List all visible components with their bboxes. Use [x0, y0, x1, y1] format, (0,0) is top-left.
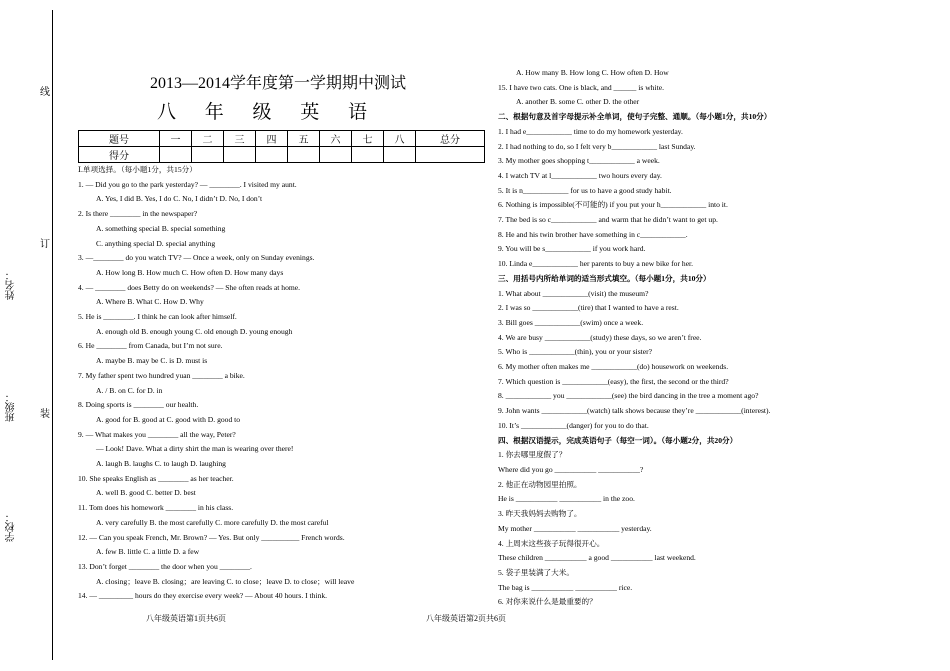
margin-mark: 订: [40, 239, 50, 250]
score-cell: 四: [256, 131, 288, 147]
question-line: 6. 对你来说什么是最重要的？: [498, 597, 597, 607]
score-cell: 三: [224, 131, 256, 147]
question-line: 5. 袋子里装满了大米。: [498, 567, 574, 577]
question-line: 1. I had e____________ time to do my homework yesterday.: [498, 126, 683, 136]
name-label: 姓名：: [6, 270, 17, 300]
question-line: 6. He ________ from Canada, but I’m not sure.: [78, 341, 223, 351]
exam-subtitle: 八 年 级 英 语: [156, 102, 379, 123]
question-line: 8. He and his twin brother have something in c____________.: [498, 229, 688, 239]
question-line: 7. Which question is ____________(easy), the first, the second or the third?: [498, 376, 729, 386]
question-line: 8. ____________ you ____________(see) the bird dancing in the tree a moment ago?: [498, 391, 759, 401]
score-input[interactable]: [160, 147, 192, 163]
score-input[interactable]: [192, 147, 224, 163]
score-cell: 六: [320, 131, 352, 147]
question-line: 1. What about ____________(visit) the museum?: [498, 288, 649, 298]
answer-options: A. good for B. good at C. good with D. good to: [96, 414, 241, 424]
score-input[interactable]: [224, 147, 256, 163]
question-line: 4. I watch TV at l____________ two hours every day.: [498, 170, 662, 180]
question-line: 1. 你去哪里度假了？: [498, 450, 567, 460]
score-header-row: [79, 131, 485, 147]
question-line: 5. He is ________. I think he can look after himself.: [78, 312, 237, 322]
question-line: 10. It’s ____________(danger) for you to do that.: [498, 420, 649, 430]
section-heading: 三、用括号内所给单词的适当形式填空。（每小题1分，共10分）: [498, 273, 711, 283]
answer-options: A. another B. some C. other D. the other: [516, 97, 640, 107]
answer-options: A. maybe B. may be C. is D. must is: [96, 356, 208, 366]
question-line: 10. She speaks English as ________ as her teacher.: [78, 473, 234, 483]
answer-options: A. / B. on C. for D. in: [96, 385, 163, 395]
question-line: 12. — Can you speak French, Mr. Brown? — Yes. But only __________ French words.: [78, 532, 345, 542]
answer-options: A. something special B. special something: [96, 223, 226, 233]
question-line: 9. John wants ____________(watch) talk shows because they’re ____________(interest).: [498, 406, 771, 416]
answer-options: A. How many B. How long C. How often D. How: [516, 68, 669, 77]
score-cell: 总分: [416, 131, 485, 147]
answer-options: A. very carefully B. the most carefully C. more carefully D. the most careful: [96, 517, 329, 527]
right-questions: [498, 66, 928, 610]
question-line: 10. Linda e____________ her parents to buy a new bike for her.: [498, 259, 694, 269]
question-line: 5. Who is ____________(thin), you or your sister?: [498, 347, 653, 357]
question-line: 11. Tom does his homework ________ in his class.: [78, 503, 234, 513]
score-input[interactable]: [352, 147, 384, 163]
section-heading: 四、根据汉语提示，完成英语句子（每空一词）。（每小题2分，共20分）: [498, 435, 738, 445]
question-line: 6. My mother often makes me ____________(do) housework on weekends.: [498, 362, 729, 372]
answer-options: — Look! Dave. What a dirty shirt the man is wearing over there!: [96, 444, 294, 454]
answer-options: A. enough old B. enough young C. old enough D. young enough: [96, 326, 293, 336]
question-line: 2. 他正在动物园里拍照。: [498, 479, 582, 489]
question-line: Ⅰ.单项选择。（每小题1分，共15分）: [78, 165, 197, 174]
margin-mark: 线: [40, 87, 50, 98]
answer-options: A. Yes, I did B. Yes, I do C. No, I didn’t D. No, I don’t: [96, 194, 263, 204]
question-line: 3. —________ do you watch TV? — Once a week, only on Sunday evenings.: [78, 253, 315, 263]
question-line: 15. I have two cats. One is black, and ______ is white.: [498, 82, 664, 92]
page-footer-left: 八年级英语第1页共6页: [146, 614, 226, 623]
question-line: 1. — Did you go to the park yesterday? — ________. I visited my aunt.: [78, 179, 297, 189]
school-label: 学校：: [6, 512, 17, 542]
score-cell: 八: [384, 131, 416, 147]
question-line: 5. It is n____________ for us to have a good study habit.: [498, 185, 672, 195]
question-line: 4. We are busy ____________(study) these days, so we aren’t free.: [498, 332, 702, 342]
score-input[interactable]: [256, 147, 288, 163]
question-line: 2. Is there ________ in the newspaper?: [78, 209, 198, 219]
question-line: Where did you go ___________ ___________?: [498, 464, 644, 474]
question-line: 13. Don’t forget ________ the door when you ________.: [78, 561, 252, 571]
score-table: [78, 130, 485, 163]
score-input[interactable]: [288, 147, 320, 163]
question-line: 6. Nothing is impossible(不可能的) if you put your h____________ into it.: [498, 200, 728, 210]
answer-options: C. anything special D. special anything: [96, 238, 216, 248]
score-input[interactable]: [384, 147, 416, 163]
class-label: 班级：: [6, 392, 17, 422]
answer-options: A. closing；leave B. closing；are leaving C. to close；leave D. to close；will leave: [96, 576, 355, 586]
question-line: 4. 上周末这些孩子玩得很开心。: [498, 538, 605, 548]
answer-options: A. Where B. What C. How D. Why: [96, 297, 204, 307]
question-line: He is ___________ ___________ in the zoo.: [498, 494, 635, 504]
section-heading: 二、根据句意及首字母提示补全单词，使句子完整、通顺。（每小题1分，共10分）: [498, 112, 772, 122]
question-line: 4. — ________ does Betty do on weekends? — She often reads at home.: [78, 282, 301, 292]
left-questions: [78, 163, 488, 604]
question-line: 3. Bill goes ____________(swim) once a week.: [498, 317, 644, 327]
question-line: 7. The bed is so c____________ and warm that he didn’t want to get up.: [498, 215, 718, 225]
question-line: 9. You will be s____________ if you work hard.: [498, 244, 646, 254]
exam-title: 2013—2014学年度第一学期期中测试: [149, 75, 406, 92]
score-cell: 题号: [79, 131, 160, 147]
question-line: 14. — _________ hours do they exercise every week? — About 40 hours. I think.: [78, 591, 328, 601]
score-cell: 得分: [79, 147, 160, 163]
page-2: [498, 66, 928, 610]
page-footer-right: 八年级英语第2页共6页: [426, 614, 506, 623]
answer-options: A. laugh B. laughs C. to laugh D. laughing: [96, 459, 226, 469]
margin-mark: 装: [40, 409, 50, 420]
answer-options: A. How long B. How much C. How often D. How many days: [96, 267, 284, 277]
question-line: 8. Doing sports is ________ our health.: [78, 400, 199, 410]
page-1: [78, 70, 488, 604]
question-line: 7. My father spent two hundred yuan ________ a bike.: [78, 370, 245, 380]
question-line: These children ___________ a good ___________ last weekend.: [498, 553, 696, 563]
score-cell: 五: [288, 131, 320, 147]
answer-options: A. few B. little C. a little D. a few: [96, 547, 200, 557]
question-line: My mother ___________ ___________ yesterday.: [498, 523, 652, 533]
score-input[interactable]: [416, 147, 485, 163]
question-line: 9. — What makes you ________ all the way, Peter?: [78, 429, 236, 439]
score-value-row: [79, 147, 485, 163]
score-cell: 一: [160, 131, 192, 147]
question-line: 3. 昨天我妈妈去购物了。: [498, 509, 582, 519]
answer-options: A. well B. good C. better D. best: [96, 488, 196, 498]
question-line: 2. I had nothing to do, so I felt very b____________ last Sunday.: [498, 141, 696, 151]
question-line: 2. I was so ____________(tire) that I wanted to have a rest.: [498, 303, 679, 313]
question-line: 3. My mother goes shopping t____________ a week.: [498, 156, 660, 166]
question-line: The bag is ___________ ___________ rice.: [498, 582, 633, 592]
score-input[interactable]: [320, 147, 352, 163]
score-cell: 二: [192, 131, 224, 147]
score-cell: 七: [352, 131, 384, 147]
